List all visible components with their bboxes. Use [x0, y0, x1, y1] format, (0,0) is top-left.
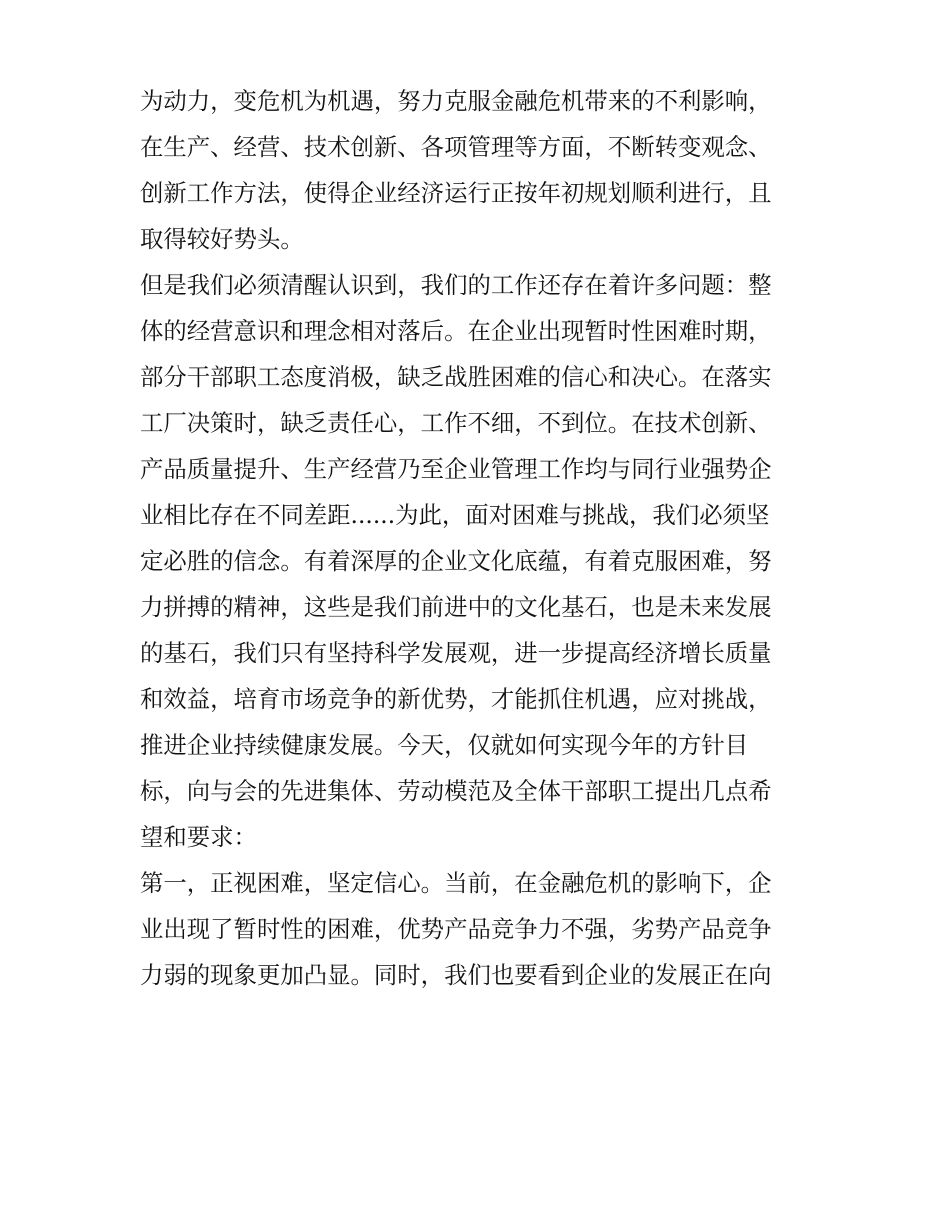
- text-line: 业相比存在不同差距......为此，面对困难与挑战，我们必须坚: [140, 501, 770, 529]
- text-line: 的基石，我们只有坚持科学发展观，进一步提高经济增长质量: [140, 639, 772, 667]
- text-line: 和效益，培育市场竞争的新优势，才能抓住机遇，应对挑战，: [140, 685, 772, 713]
- paragraph-1: [140, 78, 812, 262]
- text-line: 在生产、经营、技术创新、各项管理等方面，不断转变观念、: [140, 133, 772, 161]
- text-line: 部分干部职工态度消极，缺乏战胜困难的信心和决心。在落实: [140, 363, 772, 391]
- text-line: 产品质量提升、生产经营乃至企业管理工作均与同行业强势企: [140, 455, 772, 483]
- text-line: 体的经营意识和理念相对落后。在企业出现暂时性困难时期，: [140, 317, 772, 345]
- text-line: 取得较好势头。: [140, 225, 304, 253]
- text-line: 但是我们必须清醒认识到，我们的工作还存在着许多问题：整: [140, 271, 772, 299]
- paragraph-2: [140, 262, 812, 860]
- text-line: 力弱的现象更加凸显。同时，我们也要看到企业的发展正在向: [140, 961, 772, 989]
- paragraph-3: [140, 860, 812, 998]
- text-line: 力拼搏的精神，这些是我们前进中的文化基石，也是未来发展: [140, 593, 772, 621]
- text-line: 业出现了暂时性的困难，优势产品竞争力不强，劣势产品竞争: [140, 915, 772, 943]
- text-line: 为动力，变危机为机遇，努力克服金融危机带来的不利影响，: [140, 87, 772, 115]
- document-body: [140, 78, 812, 998]
- text-line: 定必胜的信念。有着深厚的企业文化底蕴，有着克服困难，努: [140, 547, 772, 575]
- text-line: 望和要求：: [140, 823, 257, 851]
- text-line: 推进企业持续健康发展。今天，仅就如何实现今年的方针目: [140, 731, 749, 759]
- text-line: 标，向与会的先进集体、劳动模范及全体干部职工提出几点希: [140, 777, 772, 805]
- text-line: 第一，正视困难，坚定信心。当前，在金融危机的影响下，企: [140, 869, 772, 897]
- text-line: 创新工作方法，使得企业经济运行正按年初规划顺利进行，且: [140, 179, 772, 207]
- text-line: 工厂决策时，缺乏责任心，工作不细，不到位。在技术创新、: [140, 409, 772, 437]
